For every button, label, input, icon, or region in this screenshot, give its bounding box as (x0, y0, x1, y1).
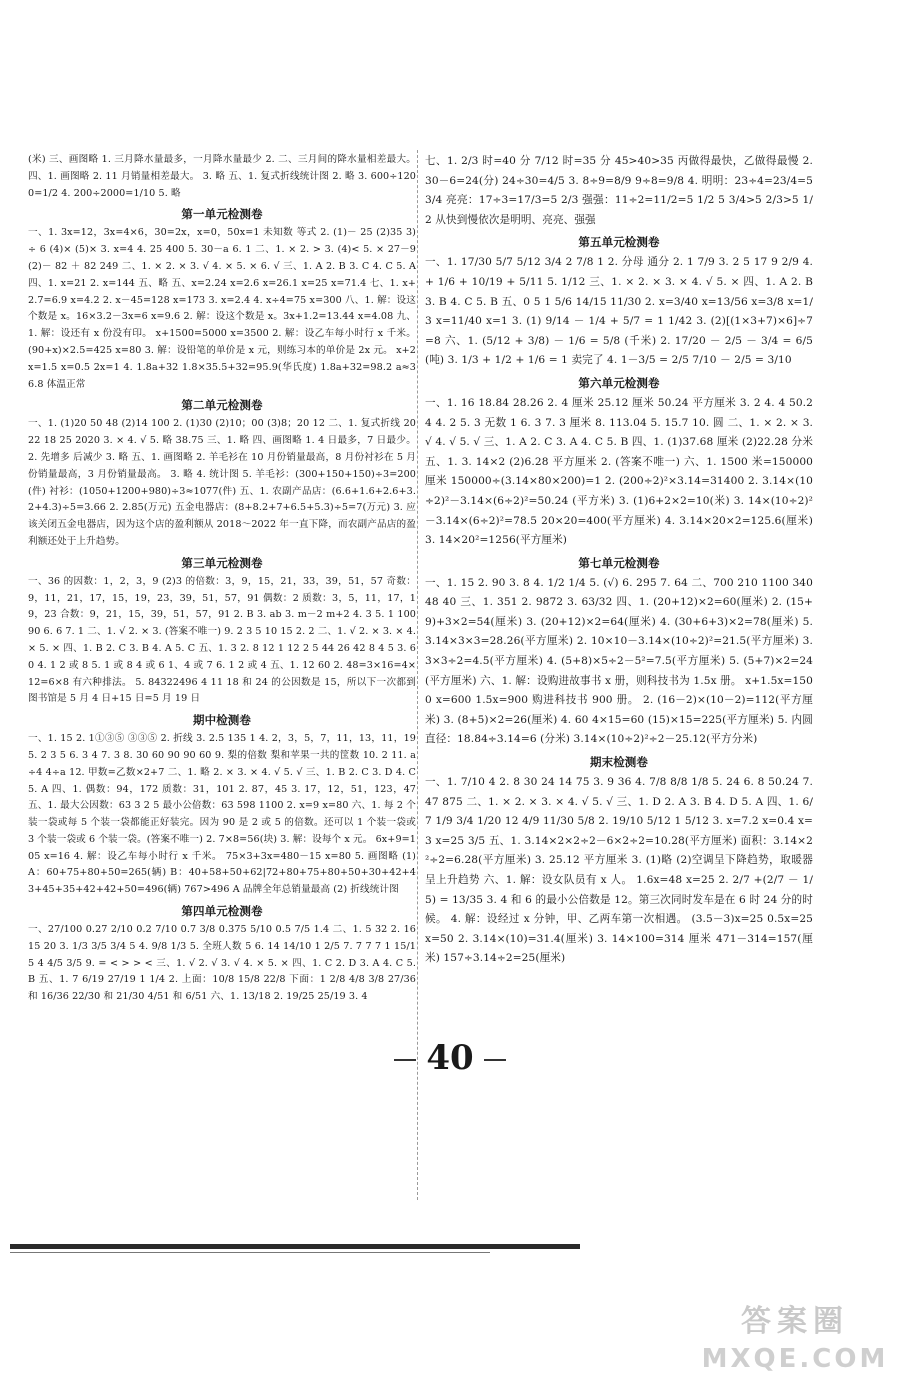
answer-paragraph: 一、1. 3x=12，3x=4×6，30=2x，x=0，50x=1 未知数 等式 2. (1)－ 25 (2)35 3)÷ 6 (4)× (5)× 3. x=4 4. 25 400 5. 30－a 6. 1 二、1. × 2. > 3. (4)< 5. × 27－9 (2)－ 82 ＋ 82 249 二、1. × 2. × 3. √ 4. × 5. × 6. √ 三、1. A 2. B 3. C 4. C 5. A 四、1. x=21 2. x=144 五、略 五、x=2.24 x=2.6 x=26.1 x=25 x=71.4 七、1. x+2.7=6.9 x=4.2 2. x－45=128 x=173 3. x=2.4 4. x÷4=75 x=300 八、1. 解：设这个数是 x。16×3.2－3x=6 x=9.6 2. 解：设这个数是 x。3x+1.2=13.44 x=4.08 九、1. 解：设还有 x 份没有印。 x+1500=5000 x=3500 2. 解：设乙车每小时行 x 千米。 (90+x)×2.5=425 x=80 3. 解：设铅笔的单价是 x 元，则练习本的单价是 2x 元。 x+2x=1.5 x=0.5 2x=1 4. 1.8a+32 1.8×35.5+32=95.9(华氏度) 1.8a+32=98.2 a≈36.8 体温正常 (28, 227, 416, 390)
dash-right (484, 1059, 506, 1061)
section-title: 第一单元检测卷 (181, 207, 263, 222)
right-column (425, 152, 813, 969)
answer-paragraph: 一、1. 15 2. 90 3. 8 4. 1/2 1/4 5. (√) 6. 295 7. 64 二、700 210 1100 340 48 40 三、1. 351 2. 9872 3. 63/32 四、1. (20+12)×2=60(厘米) 2. (15+9)+3×2=54(厘米) 3. (20+12)×2=64(厘米) 4. (30+6+3)×2=78(厘米) 5. 3.14×3×3=28.26(平方厘米) 2. 10×10－3.14×(10÷2)²=21.5(平方厘米) 3. 3×3÷2=4.5(平方厘米) 4. (5+8)×5÷2－5²=7.5(平方厘米) 5. (5+7)×2=24(平方厘米) 六、1. 解：设购进故事书 x 册，则科技书为 1.5x 册。 x+1.5x=1500 x=600 1.5x=900 购进科技书 900 册。 2. (16－2)×(10－2)=112(平方厘米) 3. (8+5)×2=26(厘米) 4. 60 4×15=60 (15)×15=225(平方厘米) 5. 内圆直径：18.84÷3.14=6 (分米) 3.14×(10÷2)²÷2－25.12(平方分米) (425, 576, 813, 746)
bottom-rule (10, 1244, 580, 1249)
page-number (0, 1038, 900, 1078)
answer-paragraph: 一、36 的因数：1，2，3，9 (2)3 的倍数：3，9，15，21，33，39，51，57 奇数：9，11，21，17，15，19，23，39，51，57，91 偶数：2 质数：3，5，11，17，19，23 合数：9，21，15，39，51，57，91 2. B 3. ab 3. m－2 m+2 4. 3 5. 1 100 90 6. 6 7. 1 二、1. √ 2. × 3. (答案不唯一) 9. 2 3 5 10 15 2. 2 二、1. √ 2. × 3. × 4. × 5. × 四、1. B 2. C 3. B 4. A 5. C 五、1. 3 2. 8 12 1 12 2 5 44 26 42 8 4 5 3. 60 4. 1 2 或 8 5. 1 或 8 4 或 6 1、4 或 7 6. 1 2 或 4 五、1. 12 60 2. 48=3×16=4×12=6×8 有六种排法。 5. 84322496 4 11 18 和 24 的公因数是 15，所以下一次都到图书馆是 5 月 4 日+15 日=5 月 19 日 (28, 575, 416, 705)
section-title: 第六单元检测卷 (578, 375, 660, 390)
section-title: 期末检测卷 (590, 755, 648, 770)
answer-paragraph: 一、1. 17/30 5/7 5/12 3/4 2 7/8 1 2. 分母 通分 2. 1 7/9 3. 2 5 17 9 2/9 4. + 1/6 + 10/19 + 5/11 5. 1/12 三、1. × 2. × 3. × 4. √ 5. × 四、1. A 2. B 3. B 4. C 5. B 五、0 5 1 5/6 14/15 11/30 2. x=3/40 x=13/56 x=3/8 x=1/3 x=11/40 x=1 3. (1) 9/14 － 1/4 + 5/7 = 1 1/42 3. (2)[(1×3+7)×6]÷7=8 六、1. (5/12 + 3/8) － 1/6 = 5/8 (千米) 2. 17/20 － 2/5 － 3/4 = 6/5 (吨) 3. 1/3 + 1/2 + 1/6 = 1 卖完了 4. 1－3/5 = 2/5 7/10 － 2/5 = 3/10 (425, 256, 813, 367)
watermark-url: MXQE.COM (701, 1344, 889, 1374)
answer-paragraph: (米) 三、画图略 1. 三月降水量最多，一月降水量最少 2. 二、三月间的降水量相差最大。 四、1. 画图略 2. 11 月销量相差最大。 3. 略 五、1. 复式折线统计图 2. 略 3. 600÷1200=1/2 4. 200÷2000=1/10 5. 略 (28, 154, 416, 199)
section-title: 期中检测卷 (193, 713, 251, 728)
answer-paragraph: 七、1. 2/3 时=40 分 7/12 时=35 分 45>40>35 丙做得最快，乙做得最慢 2. 30－6=24(分) 24÷30=4/5 3. 8÷9=8/9 9÷8=9/8 4. 明明：23÷4=23/4=5 3/4 亮亮：17÷3=17/3=5 2/3 强强：11÷2=11/2=5 1/2 5 3/4>5 2/3>5 1/2 从快到慢依次是明明、亮亮、强强 (425, 155, 813, 226)
section-title: 第七单元检测卷 (578, 555, 660, 570)
section-title: 第三单元检测卷 (181, 555, 263, 570)
watermark-text: 答案圈 (741, 1304, 849, 1339)
left-column (28, 152, 416, 1006)
answer-paragraph: 一、1. 16 18.84 28.26 2. 4 厘米 25.12 厘米 50.24 平方厘米 3. 2 4. 4 50.24 4. 2 5. 3 无数 1 6. 3 7. 3 厘米 8. 113.04 5. 15.7 10. 圆 二、1. × 2. × 3. √ 4. √ 5. √ 三、1. A 2. C 3. A 4. C 5. B 四、1. (1)37.68 厘米 (2)22.28 分米 五、1. 3. 14×2 (2)6.28 平方厘米 2. (答案不唯一) 六、1. 1500 米=150000 厘米 150000÷(3.14×80×200)=1 2. (200÷2)²×3.14=31400 2. 3.14×(10÷2)²－3.14×(6÷2)²=50.24 (平方米) 3. (1)6+2×2=10(米) 3. 14×(10÷2)²－3.14×(6÷2)²=78.5 20×20=400(平方厘米) 4. 3.14×20×2=125.6(厘米) 3. 14×20²=1256(平方厘米) (425, 396, 813, 547)
answer-paragraph: 一、1. 15 2. 1①③⑤ ③③⑤ 2. 折线 3. 2.5 135 1 4. 2，3，5，7，11，13，11，19 5. 2 3 5 6. 3 4 7. 3 8. 30 60 90 90 60 9. 梨的倍数 梨和苹果一共的筐数 10. 2 11. a÷4 4÷a 12. 甲数=乙数×2+7 二、1. 略 2. × 3. × 4. √ 5. √ 三、1. B 2. C 3. D 4. C 5. A 四、1. 偶数：94，172 质数：31，101 2. 87，45 3. 17，12，51，123，47 五、1. 最大公因数：63 3 2 5 最小公倍数：63 598 1100 2. x=9 x=80 六、1. 每 2 个装一袋或每 5 个装一袋都能正好装完。因为 90 是 2 或 5 的倍数。还可以 1 个装一袋或 3 个装一袋或 6 个装一袋。(答案不唯一) 2. 7×8=56(块) 3. 解：设每个 x 元。 6x+9=105 x=16 4. 解：设乙车每小时行 x 千米。 75×3+3x=480－15 x=80 5. 画图略 (1)A：60+75+80+50=265(辆) B：40+58+50+62|72+80+75+80+50+30+42+43+45+35+42+42+50=496(辆) 767>496 A 品牌全年总销量最高 (2) 折线统计图 (28, 733, 416, 896)
page-number-text: 40 (426, 1038, 474, 1078)
watermark-logo (700, 1296, 890, 1386)
section-title: 第二单元检测卷 (181, 398, 263, 413)
answer-paragraph: 一、27/100 0.27 2/10 0.2 7/10 0.7 3/8 0.375 5/10 0.5 7/5 1.4 二、1. 5 32 2. 16 15 20 3. 1/3 3/5 3/4 5 4. 9/8 1/3 5. 全班人数 5 6. 14 14/10 1 2/5 7. 7 7 7 1 15/15 4 4/5 3/5 9. = < > > < 三、1. √ 2. √ 3. √ 4. × 5. × 四、1. C 2. D 3. A 4. C 5. B 五、1. 7 6/19 27/19 1 1/4 2. 上面：10/8 15/8 22/8 下面：1 2/8 4/8 3/8 27/36 和 16/36 22/30 和 21/30 4/51 和 6/51 六、1. 13/18 2. 19/25 25/19 3. 4 (28, 924, 416, 1003)
section-title: 第四单元检测卷 (181, 904, 263, 919)
dash-left (394, 1059, 416, 1061)
answer-paragraph: 一、1. 7/10 4 2. 8 30 24 14 75 3. 9 36 4. 7/8 8/8 1/8 5. 24 6. 8 50.24 7. 47 875 二、1. × 2. × 3. × 4. √ 5. √ 三、1. D 2. A 3. B 4. D 5. A 四、1. 6/7 1/9 3/4 1/20 12 4/9 11/30 5/8 2. 19/10 5/12 1 5/12 3. x=7.2 x=0.4 x=3 x=25 3/5 五、1. 3.14×2×2÷2－6×2÷2=10.28(平方厘米) 面积：3.14×2²÷2=6.28(平方厘米) 3. 25.12 平方厘米 3. (1)略 (2)空调呈下降趋势，取暖器呈上升趋势 六、1. 解：设女队员有 x 人。 1.6x=48 x=25 2. 2/7 +(2/7 － 1/5) = 13/35 3. 4 和 6 的最小公倍数是 12。第三次同时发车是在 6 时 24 分的时候。 4. 解：设经过 x 分钟，甲、乙两车第一次相遇。 (3.5－3)x=25 0.5x=25 x=50 2. 3.14×(10)=31.4(厘米) 3. 14×100=314 厘米 471－314=157(厘米) 157÷3.14÷2=25(厘米) (425, 776, 813, 965)
section-title: 第五单元检测卷 (578, 235, 660, 250)
bottom-rule-thin (10, 1252, 490, 1253)
answer-paragraph: 一、1. (1)20 50 48 (2)14 100 2. (1)30 (2)10；00 (3)8；20 12 二、1. 复式折线 2022 18 25 2020 3. × 4. √ 5. 略 38.75 三、1. 略 四、画图略 1. 4 日最多，7 日最少。 2. 先增多 后减少 3. 略 五、1. 画图略 2. 羊毛衫在 10 月份销量最高，8 月份衬衫在 5 月份销量最高，3 月份销量最高。 3. 略 4. 统计图 5. 羊毛衫：(300+150+150)÷3=200(件) 衬衫：(1050+1200+980)÷3≈1077(件) 五、1. 农副产品店：(6.6+1.6+2.6+3.2+4.3)÷5=3.66 2. 2.85(万元) 五金电器店：(8+8.2+7+6.5+5.3)÷5=7(万元) 3. 应该关闭五金电器店，因为这个店的盈利额从 2018～2022 年一直下降，而农副产品店的盈利额还处于上升趋势。 (28, 418, 416, 547)
